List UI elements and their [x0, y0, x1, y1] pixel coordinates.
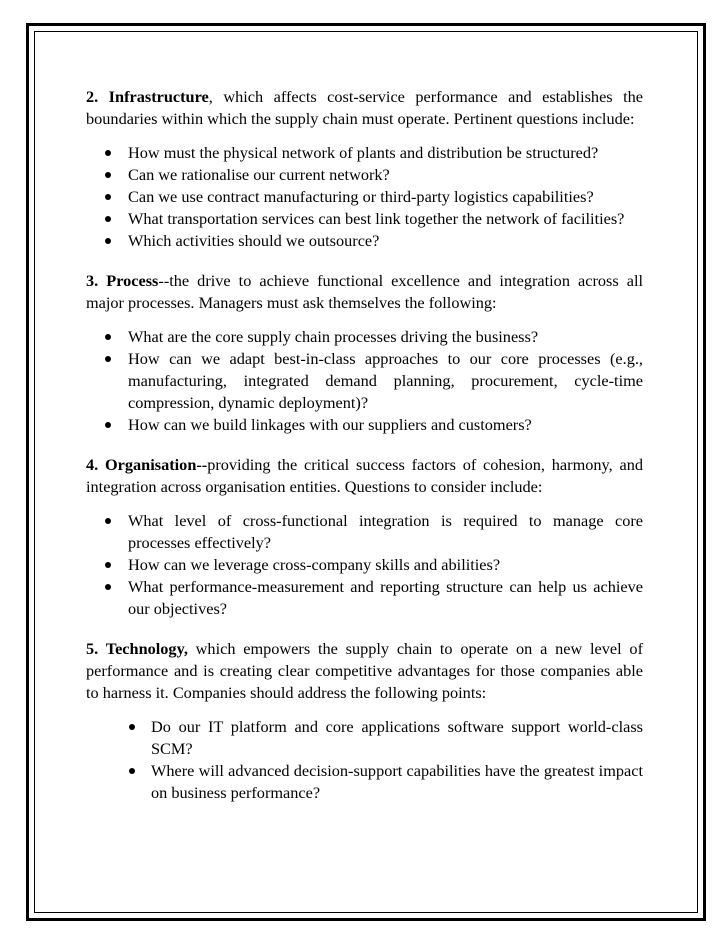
bullet-icon [105, 172, 111, 178]
list-item: Do our IT platform and core applications software support world-class SCM? [86, 716, 643, 760]
section-technology-intro [86, 638, 643, 704]
bullet-list [86, 510, 643, 620]
section-intro-text: which empowers the supply chain to operate on a new level of performance and is creating clear competitive advantages for those companies able to harness it. Companies should address the following points: [86, 639, 643, 702]
bullet-icon [129, 724, 135, 730]
bullet-icon [129, 768, 135, 774]
list-item: Where will advanced decision-support capabilities have the greatest impact on business performance? [86, 760, 643, 804]
bullet-icon [105, 518, 111, 524]
section-intro-text: , which affects cost-service performance and establishes the boundaries within which the supply chain must operate. Pertinent questions include: [86, 87, 643, 128]
bullet-icon [105, 584, 111, 590]
bullet-list [86, 716, 643, 804]
section-intro-text: providing the critical success factors of cohesion, harmony, and integration across organisation entities. Questions to consider include: [86, 455, 643, 496]
list-item: What level of cross-functional integration is required to manage core processes effectively? [86, 510, 643, 554]
list-item: How can we build linkages with our suppliers and customers? [86, 414, 643, 436]
section-heading: 2. Infrastructure [86, 87, 209, 106]
section-heading: 3. Process [86, 271, 159, 290]
document-body [86, 86, 643, 822]
bullet-list [86, 326, 643, 436]
list-item: How must the physical network of plants and distribution be structured? [86, 142, 643, 164]
bullet-icon [105, 150, 111, 156]
section-intro-text: --the drive to achieve functional excellence and integration across all major processes. Managers must ask themselves the following: [86, 271, 643, 312]
bullet-icon [105, 216, 111, 222]
list-item: How can we leverage cross-company skills and abilities? [86, 554, 643, 576]
list-item: Can we rationalise our current network? [86, 164, 643, 186]
section-process-intro [86, 270, 643, 314]
list-item: What are the core supply chain processes driving the business? [86, 326, 643, 348]
list-item: Can we use contract manufacturing or third-party logistics capabilities? [86, 186, 643, 208]
list-item: Which activities should we outsource? [86, 230, 643, 252]
list-item: How can we adapt best-in-class approaches to our core processes (e.g., manufacturing, integrated demand planning, procurement, cycle-time compression, dynamic deployment)? [86, 348, 643, 414]
bullet-icon [105, 194, 111, 200]
bullet-icon [105, 422, 111, 428]
section-organisation-intro [86, 454, 643, 498]
bullet-icon [105, 562, 111, 568]
bullet-icon [105, 334, 111, 340]
section-heading: 4. Organisation-- [86, 455, 208, 474]
list-item: What performance-measurement and reporting structure can help us achieve our objectives? [86, 576, 643, 620]
bullet-icon [105, 238, 111, 244]
bullet-icon [105, 356, 111, 362]
section-heading: 5. Technology, [86, 639, 188, 658]
list-item: What transportation services can best link together the network of facilities? [86, 208, 643, 230]
section-infrastructure-intro [86, 86, 643, 130]
bullet-list [86, 142, 643, 252]
